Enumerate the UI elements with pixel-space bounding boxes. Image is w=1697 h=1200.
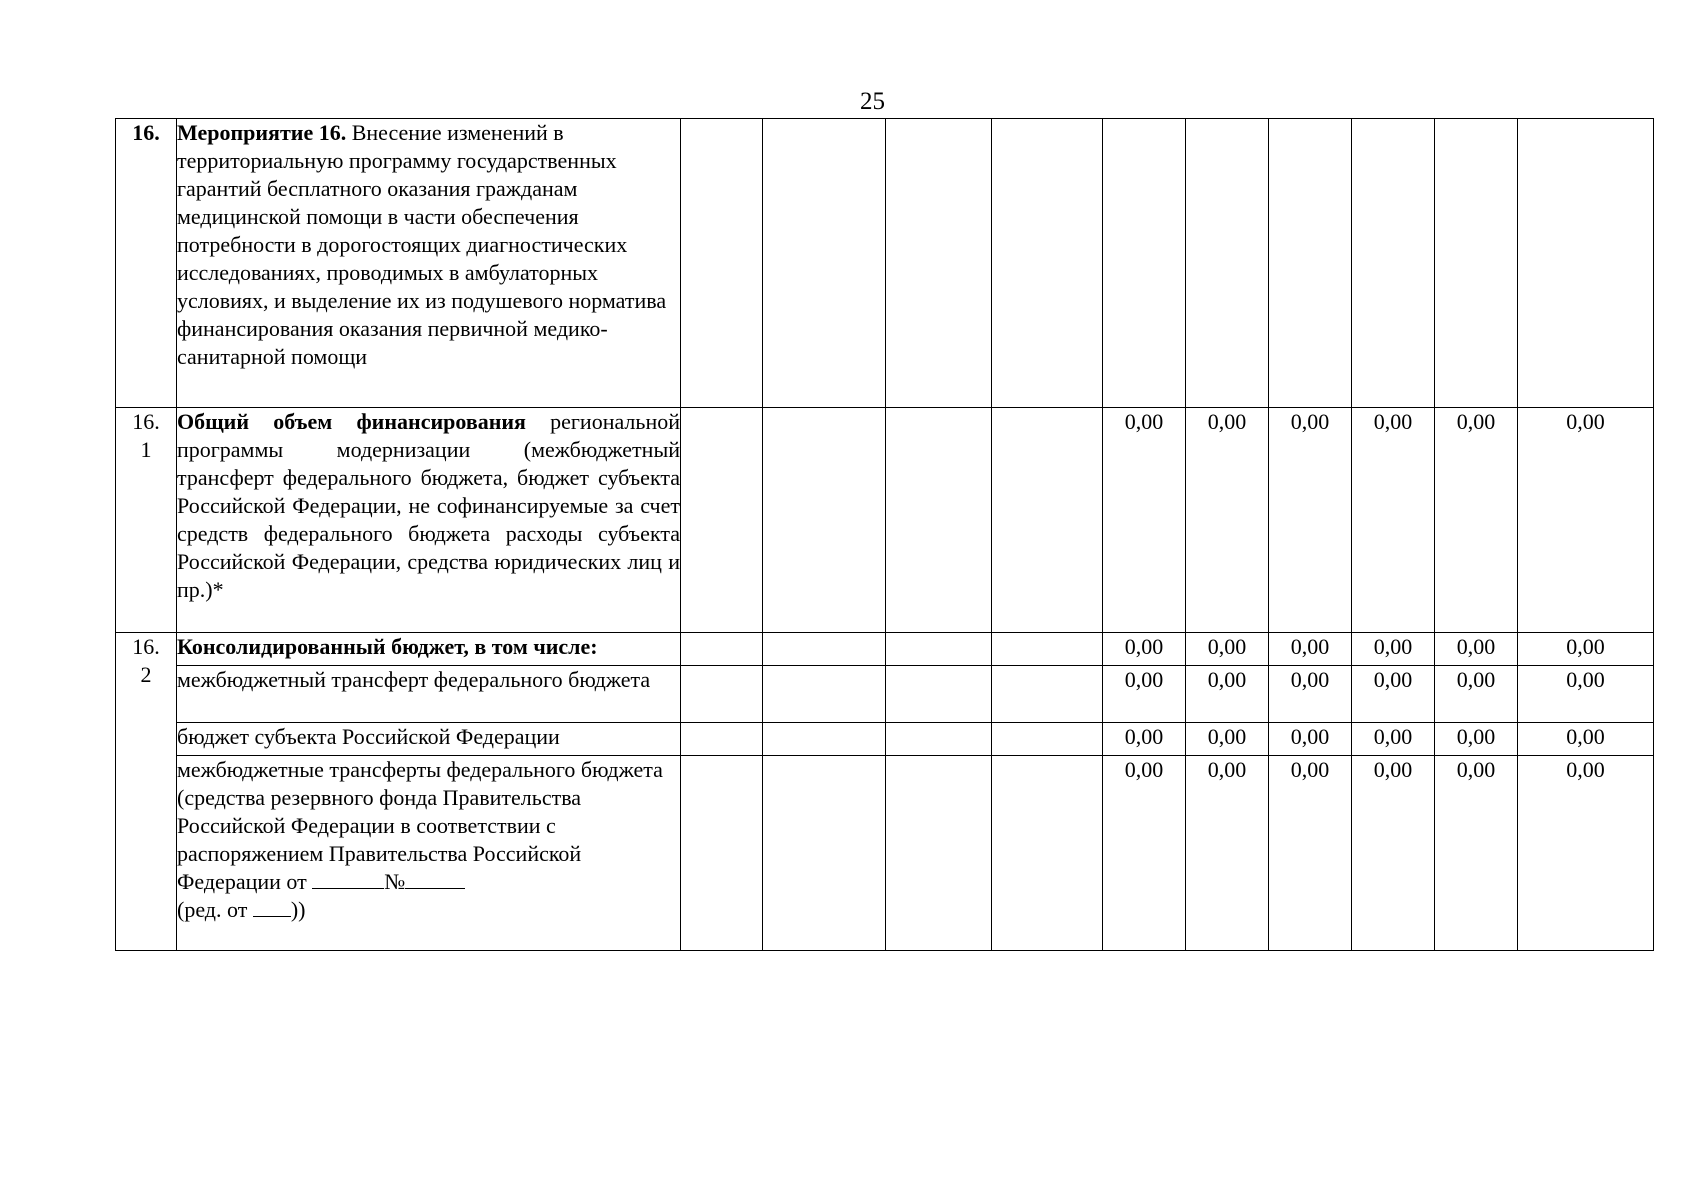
value-cell: 0,00 <box>1186 633 1269 666</box>
empty-cell <box>992 666 1103 723</box>
table-row-16-2-reserve-fund <box>116 756 1654 951</box>
consolidated-budget-label: Консолидированный бюджет, в том числе: <box>177 633 681 666</box>
value-cell: 0,00 <box>1435 723 1518 756</box>
row-number-16-1-part2: 1 <box>140 437 152 462</box>
value-cell: 0,00 <box>1103 723 1186 756</box>
total-financing-text: региональной программы модернизации (межбюджетный трансферт федерального бюджета, бюджет субъекта Российской Федерации, не софинансируемые за счет средств федерального бюджета расходы субъекта Российской Федерации, средства юридических лиц и пр.)* <box>177 409 680 602</box>
page-number: 25 <box>860 88 885 115</box>
table-row-16-1 <box>116 408 1654 633</box>
event-16-text: Внесение изменений в территориальную программу государственных гарантий бесплатного оказания гражданам медицинской помощи в части обеспечения потребности в дорогостоящих диагностических исследованиях, проводимых в амбулаторных условиях, и выделение их из подушевого норматива финансирования оказания первичной медико-санитарной помощи <box>177 120 667 369</box>
empty-cell <box>763 119 886 408</box>
value-cell: 0,00 <box>1103 666 1186 723</box>
number-blank <box>405 868 465 889</box>
value-cell: 0,00 <box>1435 666 1518 723</box>
empty-cell <box>681 633 763 666</box>
empty-cell <box>992 408 1103 633</box>
value-cell: 0,00 <box>1518 633 1654 666</box>
value-cell: 0,00 <box>1269 756 1352 951</box>
table-row-16-2-consolidated <box>116 633 1654 666</box>
empty-cell <box>681 723 763 756</box>
empty-cell <box>681 119 763 408</box>
empty-cell <box>763 756 886 951</box>
value-cell: 0,00 <box>1352 756 1435 951</box>
value-cell: 0,00 <box>1518 666 1654 723</box>
reserve-fund-text-3: )) <box>290 897 306 922</box>
table-row-16-2-federal-transfer <box>116 666 1654 723</box>
value-cell: 0,00 <box>1186 408 1269 633</box>
value-cell: 0,00 <box>1518 408 1654 633</box>
empty-cell <box>886 119 992 408</box>
row-number-16-2-part1: 16. <box>132 634 160 659</box>
value-cell: 0,00 <box>1103 633 1186 666</box>
empty-cell <box>992 119 1103 408</box>
value-cell: 0,00 <box>1352 666 1435 723</box>
reserve-fund-text-2: (ред. от <box>177 897 253 922</box>
empty-cell <box>681 408 763 633</box>
row-number-16-1 <box>116 408 177 633</box>
value-cell: 0,00 <box>1518 723 1654 756</box>
event-16-title: Мероприятие 16. <box>177 120 347 145</box>
value-cell: 0,00 <box>1186 666 1269 723</box>
financing-table <box>115 118 1654 951</box>
total-financing-description <box>177 408 681 633</box>
row-number-16-2 <box>116 633 177 951</box>
empty-cell <box>992 756 1103 951</box>
value-cell: 0,00 <box>1352 408 1435 633</box>
event-16-description <box>177 119 681 408</box>
value-cell: 0,00 <box>1186 756 1269 951</box>
value-cell: 0,00 <box>1352 723 1435 756</box>
row-number-16-2-part2: 2 <box>140 662 152 687</box>
empty-cell <box>886 756 992 951</box>
empty-cell <box>1518 119 1654 408</box>
empty-cell <box>992 633 1103 666</box>
number-sign: № <box>384 869 406 894</box>
federal-transfer-label: межбюджетный трансферт федерального бюджета <box>177 666 681 723</box>
empty-cell <box>886 633 992 666</box>
row-number-16: 16. <box>116 119 177 408</box>
subject-budget-label: бюджет субъекта Российской Федерации <box>177 723 681 756</box>
empty-cell <box>1352 119 1435 408</box>
empty-cell <box>763 408 886 633</box>
empty-cell <box>681 756 763 951</box>
empty-cell <box>886 408 992 633</box>
value-cell: 0,00 <box>1352 633 1435 666</box>
value-cell: 0,00 <box>1269 408 1352 633</box>
empty-cell <box>1435 119 1518 408</box>
value-cell: 0,00 <box>1103 408 1186 633</box>
value-cell: 0,00 <box>1269 723 1352 756</box>
table-row-16 <box>116 119 1654 408</box>
reserve-fund-label <box>177 756 681 951</box>
value-cell: 0,00 <box>1269 633 1352 666</box>
reserve-fund-text-1: межбюджетные трансферты федерального бюджета (средства резервного фонда Правительства Российской Федерации в соответствии с распоряжением Правительства Российской Федерации от <box>177 757 663 894</box>
table-row-16-2-subject-budget <box>116 723 1654 756</box>
value-cell: 0,00 <box>1518 756 1654 951</box>
revision-date-blank <box>253 896 291 917</box>
value-cell: 0,00 <box>1103 756 1186 951</box>
total-financing-title: Общий объем финансирования <box>177 409 526 434</box>
row-number-16-1-part1: 16. <box>132 409 160 434</box>
value-cell: 0,00 <box>1435 408 1518 633</box>
empty-cell <box>763 633 886 666</box>
empty-cell <box>1186 119 1269 408</box>
empty-cell <box>763 723 886 756</box>
value-cell: 0,00 <box>1435 633 1518 666</box>
empty-cell <box>763 666 886 723</box>
value-cell: 0,00 <box>1435 756 1518 951</box>
empty-cell <box>681 666 763 723</box>
value-cell: 0,00 <box>1186 723 1269 756</box>
date-blank <box>312 868 384 889</box>
empty-cell <box>886 723 992 756</box>
value-cell: 0,00 <box>1269 666 1352 723</box>
empty-cell <box>992 723 1103 756</box>
empty-cell <box>1103 119 1186 408</box>
empty-cell <box>886 666 992 723</box>
empty-cell <box>1269 119 1352 408</box>
